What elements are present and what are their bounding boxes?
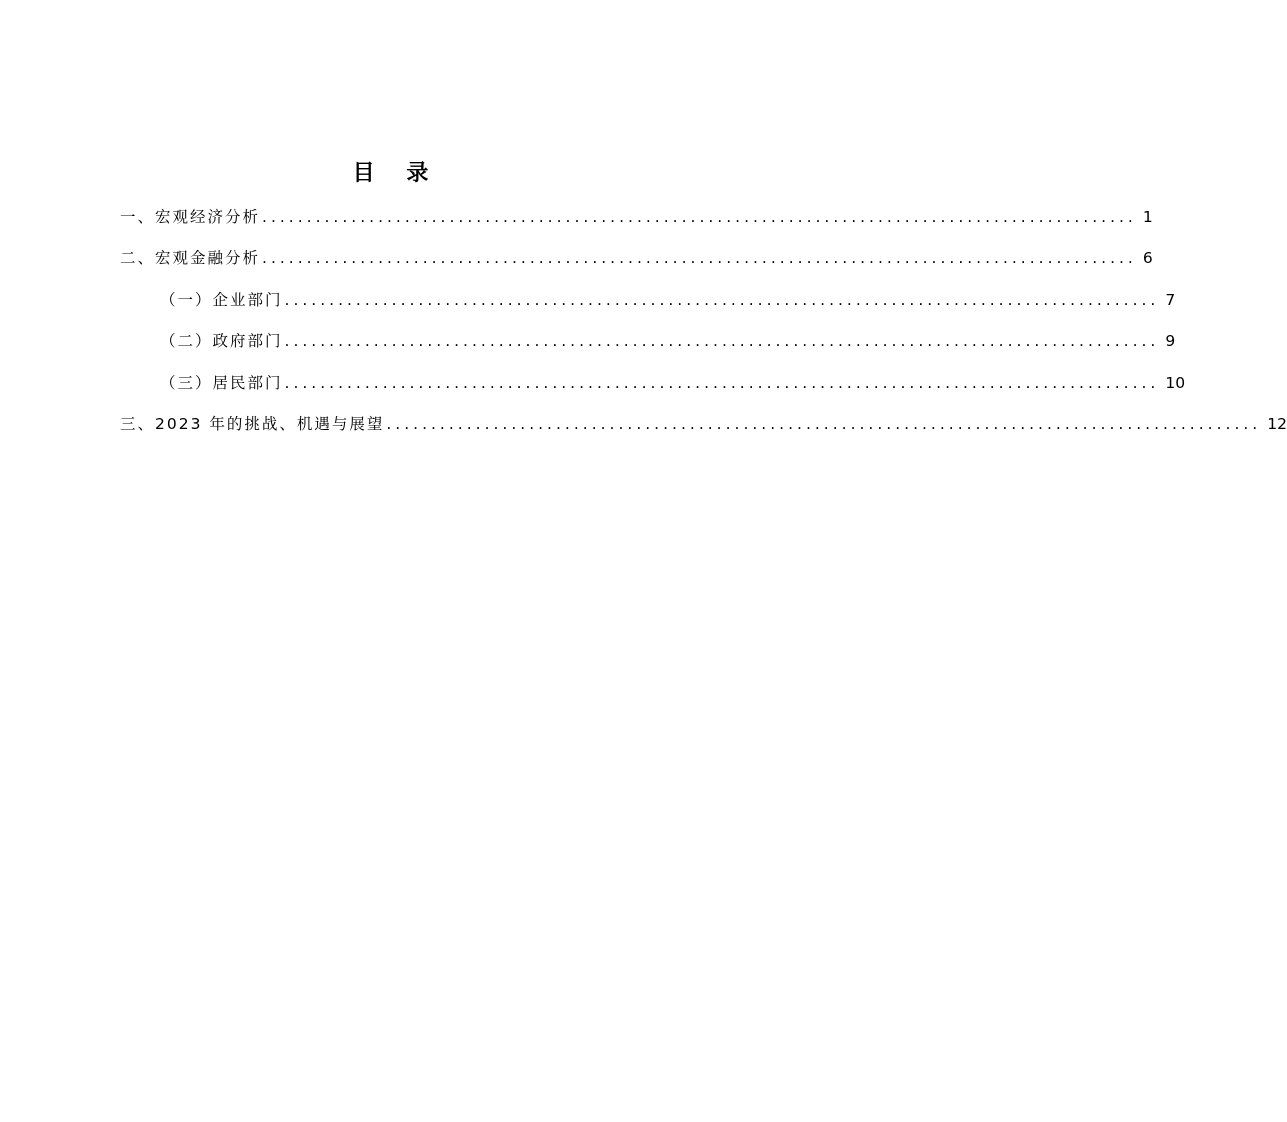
- toc-entry-page: 7: [1165, 290, 1176, 309]
- toc-dot-leader: ..................................................................................................: [262, 249, 1137, 268]
- toc-entry-label: 一、宏观经济分析: [120, 208, 261, 226]
- toc-entry-page: 12: [1267, 414, 1287, 433]
- toc-entry[interactable]: [120, 411, 1287, 452]
- toc-entry-page: 1: [1142, 208, 1153, 226]
- toc-dot-leader: ..................................................................................................: [284, 332, 1160, 351]
- toc-entry-label: 三、2023 年的挑战、机遇与展望: [120, 414, 385, 433]
- toc-entry[interactable]: [120, 328, 1176, 369]
- toc-entry[interactable]: [120, 370, 1186, 411]
- toc-dot-leader: ..................................................................................................: [386, 414, 1262, 433]
- toc-entry-page: 9: [1165, 332, 1176, 351]
- toc-entry-label: 二、宏观金融分析: [120, 249, 261, 268]
- toc-entry-page: 10: [1165, 373, 1186, 392]
- toc-entry[interactable]: [120, 287, 1176, 328]
- toc-dot-leader: ..................................................................................................: [284, 373, 1160, 392]
- toc-list: [120, 204, 1287, 452]
- toc-entry[interactable]: [120, 245, 1153, 286]
- toc-entry[interactable]: [120, 204, 1153, 245]
- toc-title: 目 录: [352, 161, 441, 186]
- toc-entry-label: （二）政府部门: [160, 332, 283, 351]
- toc-dot-leader: ..................................................................................................: [262, 208, 1137, 226]
- toc-entry-page: 6: [1142, 249, 1153, 268]
- toc-dot-leader: ..................................................................................................: [284, 290, 1160, 309]
- toc-entry-label: （一）企业部门: [160, 290, 283, 309]
- toc-entry-label: （三）居民部门: [160, 373, 283, 392]
